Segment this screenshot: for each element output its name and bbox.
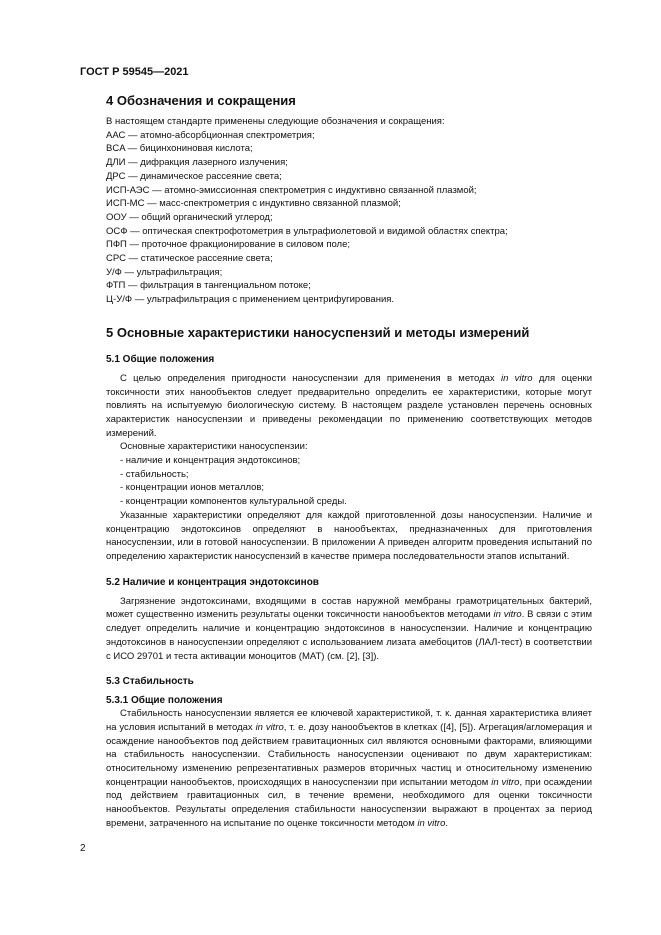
abbreviation-list (106, 129, 592, 307)
section-4-intro: В настоящем стандарте применены следующие обозначения и сокращения: (106, 116, 445, 127)
section-5-1-paragraph-1: С целью определения пригодности наносуспензии для применения в методах in vitro для оценки токсичности этих нанообъектов следует предварительно определить ее характеристики, которые могут повлиять на испытуемую биологическую систему. В настоящем разделе установлен перечень основных характеристик наносуспензии и приведены рекомендации по применению соответствующих методов измерений. (106, 372, 592, 439)
document-header: ГОСТ Р 59545—2021 (80, 66, 189, 78)
abbreviation-item: ПФП — проточное фракционирование в силовом поле; (106, 239, 351, 251)
section-5-3-1-paragraph: Стабильность наносуспензии является ее ключевой характеристикой, т. к. данная характеристика влияет на условия испытаний в методах in vitro, т. е. дозу нанообъектов в клетках ([4], [5]). Агрегация/агломерация и осаждение нанообъектов под действием гравитационных сил являются основными факторами, влияющими на стабильность наносуспензии. Стабильность наносуспензии оценивают по двум характеристикам: относительному изменению репрезентативных размеров вторичных частиц и относительному изменению концентрации нанообъектов, происходящих в наносуспензии при испытании методом in vitro, при осаждении под действием гравитационных сил, в течение времени, необходимого для оценки токсичности нанообъектов. Результаты определения стабильности наносуспензии выражают в процентах за период времени, затраченного на испытание по оценке токсичности методом in vitro. (106, 708, 593, 829)
section-5-1-paragraph-2: Основные характеристики наносуспензии: (120, 441, 308, 453)
section-5-2-title: 5.2 Наличие и концентрация эндотоксинов (106, 576, 319, 588)
characteristics-list (106, 454, 592, 509)
abbreviation-item: ИСП-АЭС — атомно-эмиссионная спектрометрия с индуктивно связанной плазмой; (106, 184, 477, 196)
abbreviation-item: ААС — атомно-абсорбционная спектрометрия; (106, 129, 315, 141)
abbreviation-item: ООУ — общий органический углерод; (106, 211, 273, 223)
characteristic-item: - стабильность; (120, 468, 189, 480)
section-5-1-paragraph-3: Указанные характеристики определяют для каждой приготовленной дозы наносуспензии. Наличие и концентрацию эндотоксинов определяют в нанообъектах, предназначенных для приготовления наносуспензии, или в готовой наносуспензии. В приложении А приведен алгоритм проведения испытаний по определению характеристик наносуспензий в качестве примера последовательности этапов испытаний. (106, 509, 592, 562)
section-5-2-paragraph: Загрязнение эндотоксинами, входящими в состав наружной мембраны грамотрицательных бактерий, может существенно изменить результаты оценки токсичности нанообъектов методами in vitro. В связи с этим следует определить наличие и концентрацию эндотоксинов в наносуспензии. Наличие и концентрацию эндотоксинов в наносуспензии определяют с использованием лизата амебоцитов (ЛАЛ-тест) в соответствии с ИСО 29701 и теста активации моноцитов (MAT) (см. [2], [3]). (106, 595, 592, 662)
abbreviation-item: ДРС — динамическое рассеяние света; (106, 170, 282, 182)
abbreviation-item: BCA — бицинхониновая кислота; (106, 143, 253, 155)
section-4-title: 4 Обозначения и сокращения (106, 93, 296, 108)
section-5-3-title: 5.3 Стабильность (106, 676, 194, 688)
abbreviation-item: ОСФ — оптическая спектрофотометрия в ультрафиолетовой и видимой областях спектра; (106, 225, 508, 237)
page-number: 2 (80, 843, 86, 854)
characteristic-item: - концентрации компонентов культуральной среды. (120, 496, 347, 508)
characteristic-item: - наличие и концентрация эндотоксинов; (120, 455, 301, 467)
abbreviation-item: Ц-У/Ф — ультрафильтрация с применением центрифугирования. (106, 294, 395, 306)
page-content (106, 93, 592, 831)
characteristic-item: - концентрации ионов металлов; (120, 482, 265, 494)
abbreviation-item: СРС — статическое рассеяние света; (106, 253, 273, 265)
section-5-1-title: 5.1 Общие положения (106, 353, 215, 365)
section-5-title: 5 Основные характеристики наносуспензий и методы измерений (106, 324, 530, 340)
abbreviation-item: ИСП-МС — масс-спектрометрия с индуктивно связанной плазмой; (106, 198, 401, 210)
abbreviation-item: ФТП — фильтрация в тангенциальном потоке; (106, 280, 311, 292)
section-5-3-1-title: 5.3.1 Общие положения (106, 695, 223, 707)
abbreviation-item: У/Ф — ультрафильтрация; (106, 266, 223, 278)
abbreviation-item: ДЛИ — дифракция лазерного излучения; (106, 157, 288, 169)
